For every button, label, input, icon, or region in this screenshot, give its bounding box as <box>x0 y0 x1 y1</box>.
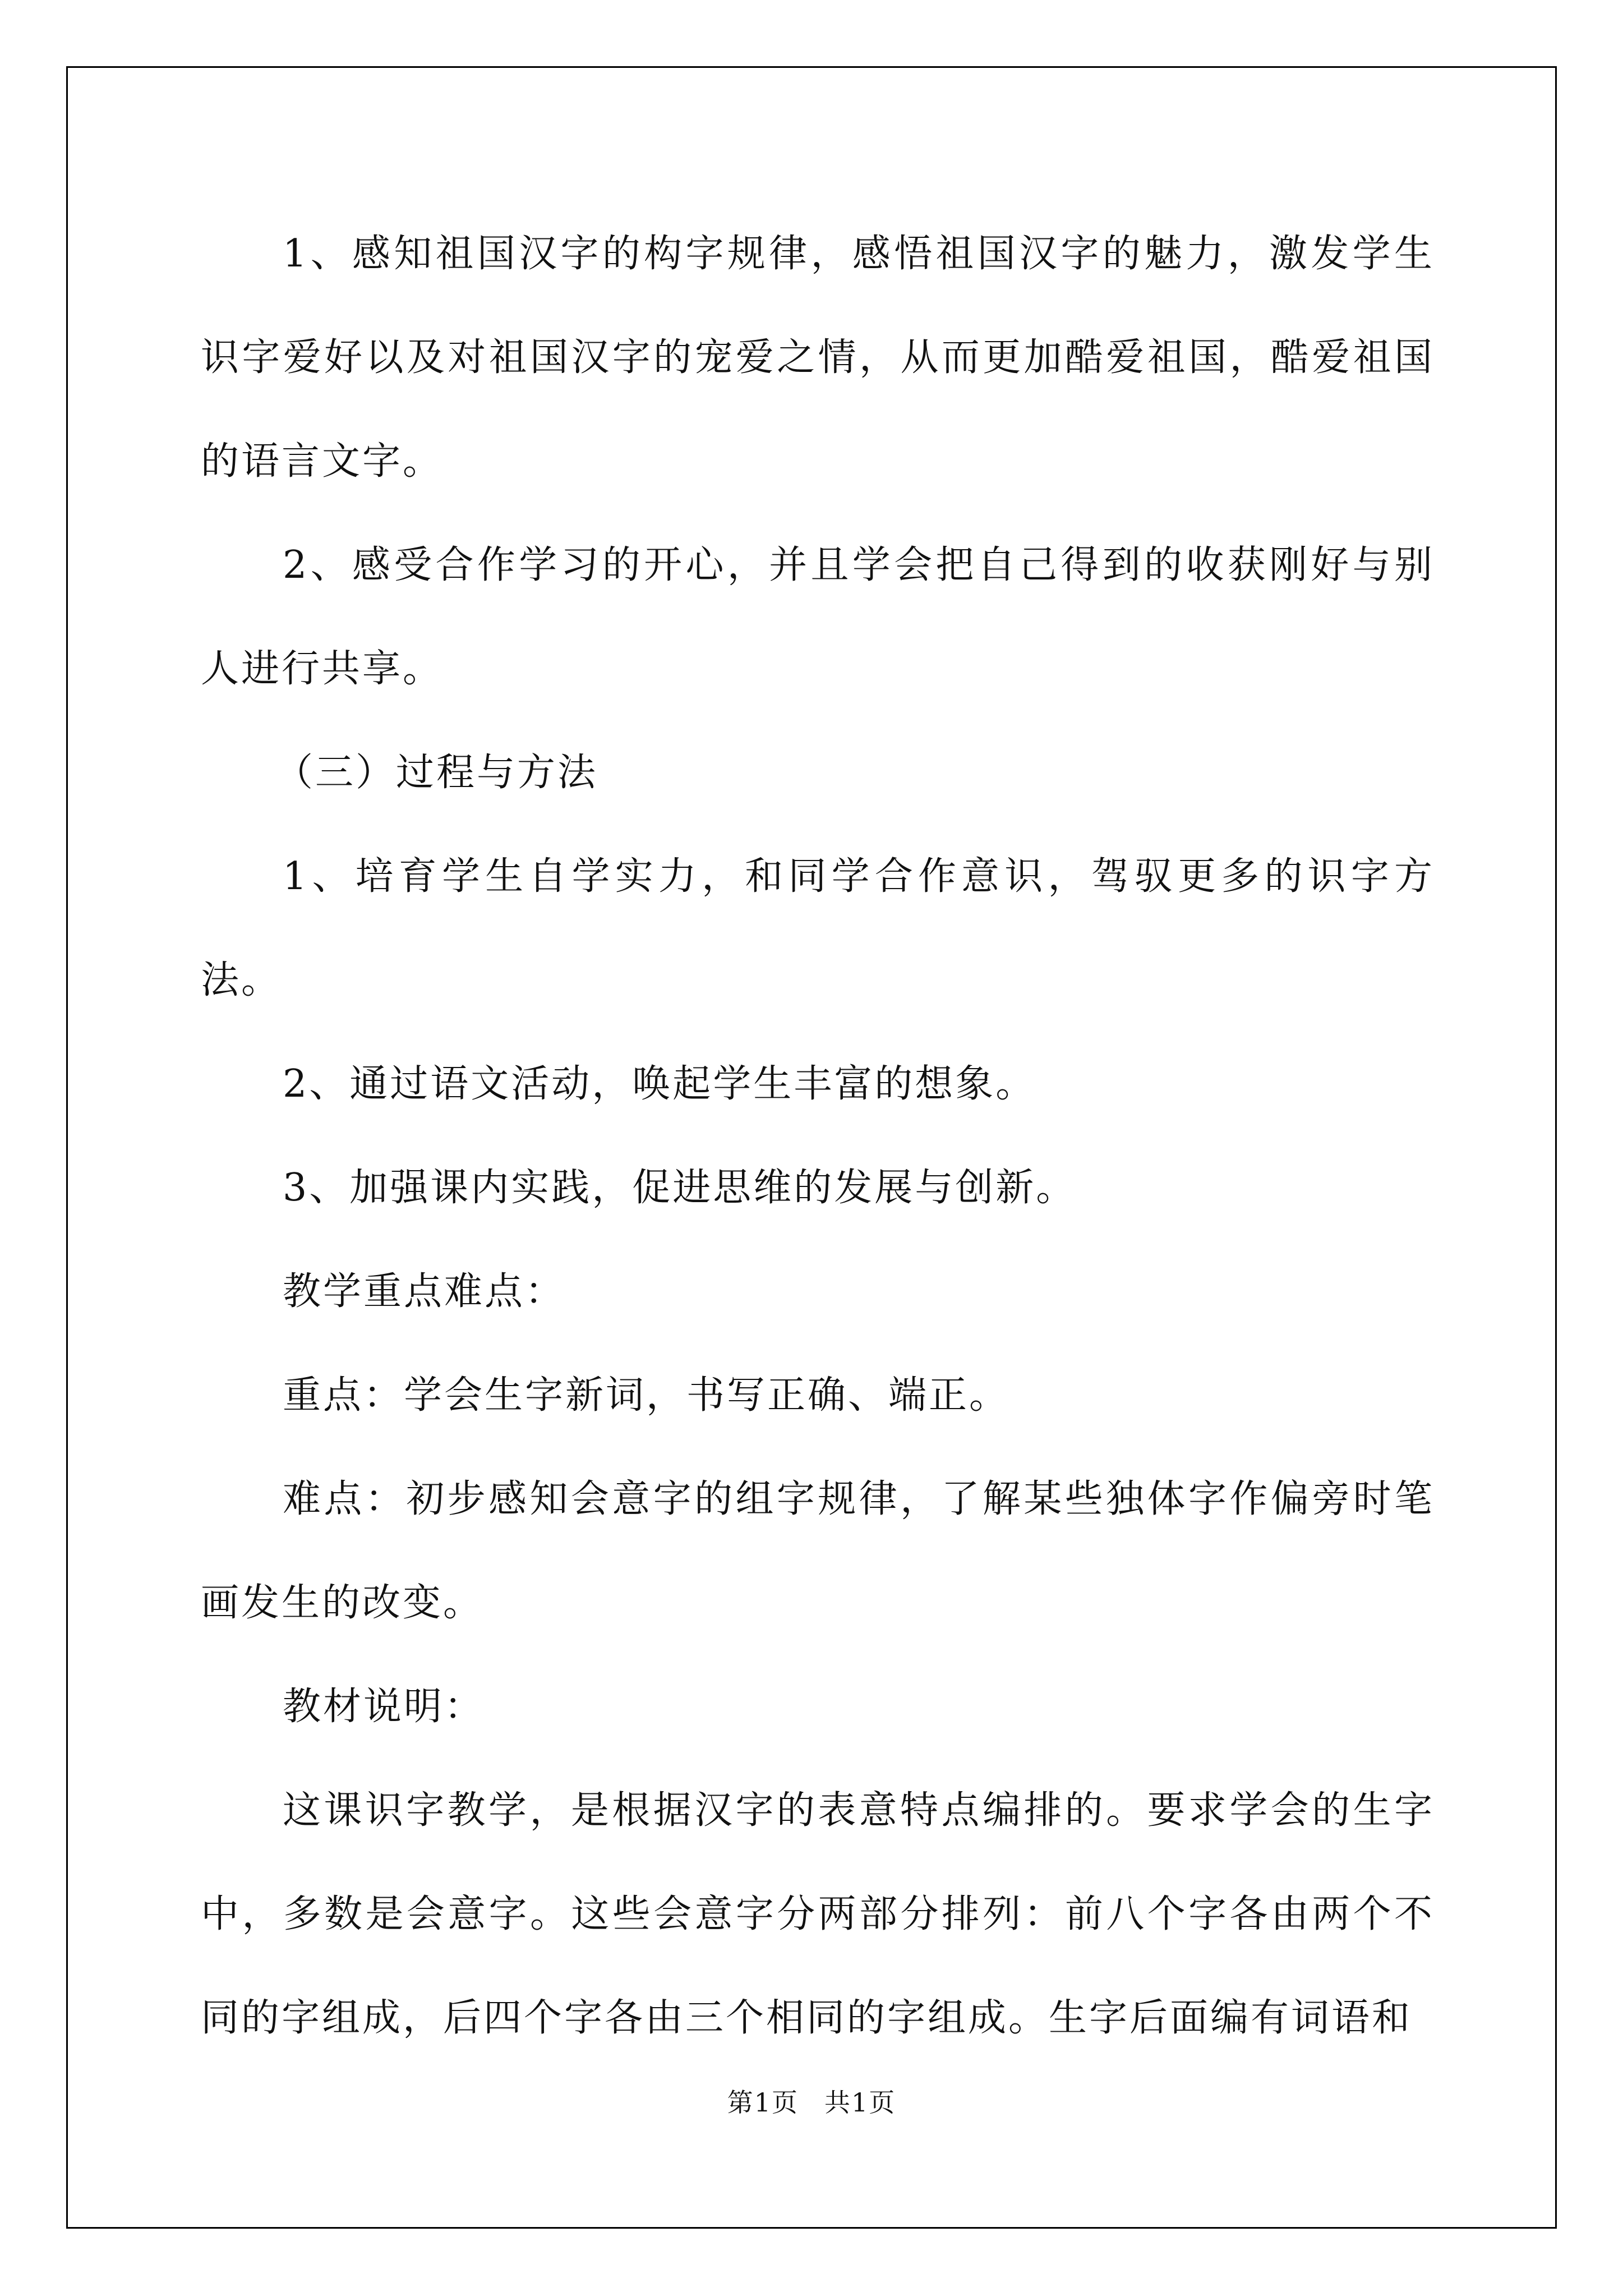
paragraph: 重点：学会生字新词，书写正确、端正。 <box>283 1373 1010 1418</box>
paragraph: 2、通过语文活动，唤起学生丰富的想象。 <box>283 1062 1036 1106</box>
paragraph: 教学重点难点： <box>283 1269 566 1314</box>
document-body <box>201 202 1435 2070</box>
paragraph: 这课识字教学，是根据汉字的表意特点编排的。要求学会的生字中，多数是会意字。这些会意字分两部分排列：前八个字各由两个不同的字组成，后四个字各由三个相同的字组成。生字后面编有词语和 <box>201 1788 1435 2040</box>
paragraph: 教材说明： <box>283 1685 485 1729</box>
paragraph: 2、感受合作学习的开心，并且学会把自己得到的收获刚好与别人进行共享。 <box>201 543 1435 691</box>
page-footer <box>0 2086 1623 2119</box>
page-total: 共1页 <box>824 2087 896 2118</box>
paragraph: 1、感知祖国汉字的构字规律，感悟祖国汉字的魅力，激发学生识字爱好以及对祖国汉字的宠爱之情，从而更加酷爱祖国，酷爱祖国的语言文字。 <box>201 232 1435 484</box>
paragraph: 3、加强课内实践，促进思维的发展与创新。 <box>283 1166 1077 1210</box>
page-number: 第1页 <box>727 2087 799 2118</box>
paragraph: 1、培育学生自学实力，和同学合作意识，驾驭更多的识字方法。 <box>201 854 1435 1002</box>
paragraph: 难点：初步感知会意字的组字规律，了解某些独体字作偏旁时笔画发生的改变。 <box>201 1477 1435 1625</box>
section-heading: （三）过程与方法 <box>275 751 598 795</box>
